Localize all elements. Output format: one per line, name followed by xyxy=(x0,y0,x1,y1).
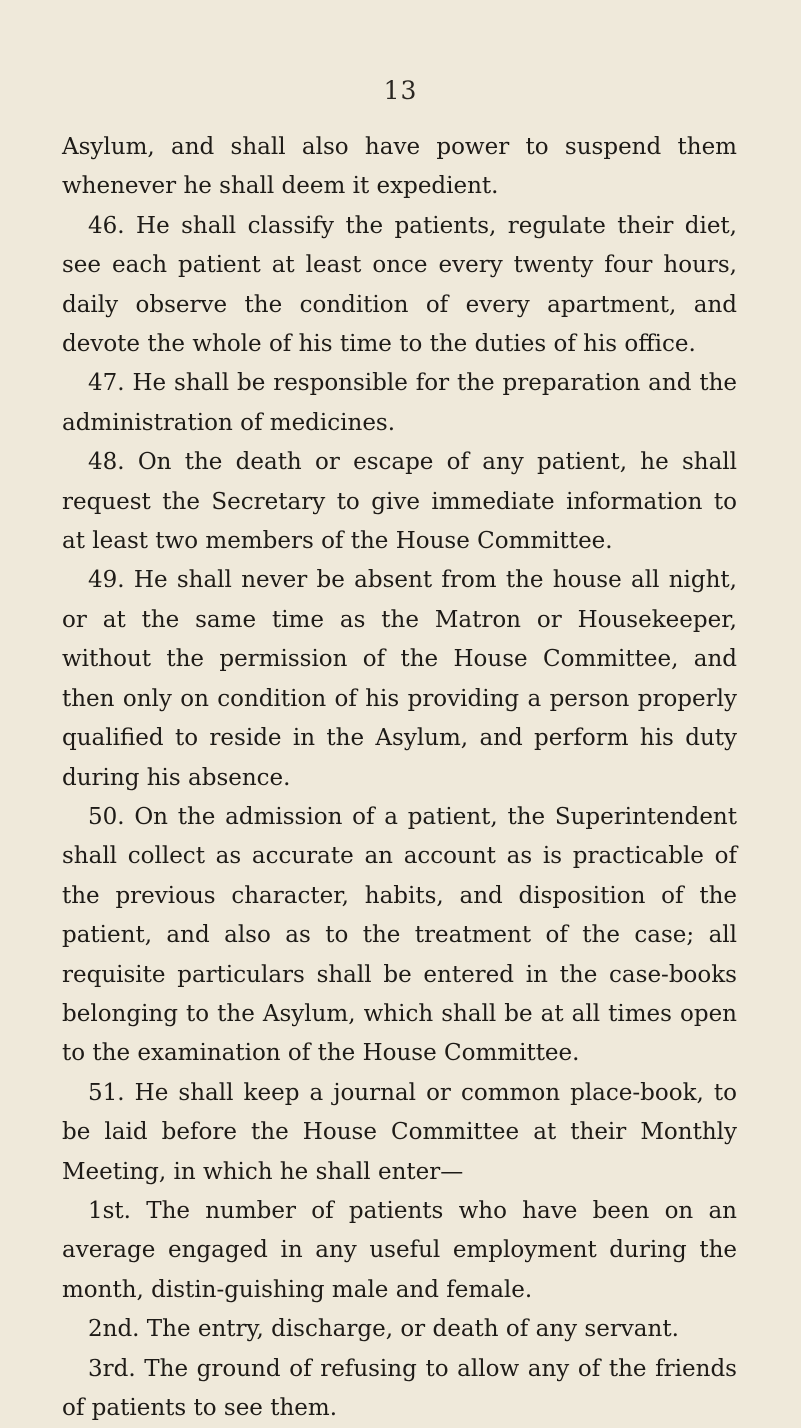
paragraph-51: 51. He shall keep a journal or common place-book, to be laid before the House Committee at their Monthly Meeting, in which he shall enter— xyxy=(62,1079,737,1185)
paragraph-continuation: Asylum, and shall also have power to suspend them whenever he shall deem it expedient. xyxy=(62,134,737,200)
page-number: 13 xyxy=(383,76,418,105)
paragraph-50: 50. On the admission of a patient, the Superintendent shall collect as accurate an account as is practicable of the previous character, habits, and disposition of the patient, and also as to the treatment of the case; all requisite particulars shall be entered in the case-books belonging to the Asylum, which shall be at all times open to the examination of the House Committee. xyxy=(62,803,737,1067)
paragraph-46: 46. He shall classify the patients, regulate their diet, see each patient at least once every twenty four hours, daily observe the condition of every apartment, and devote the whole of his time to the duties of his office. xyxy=(62,212,737,358)
paragraph-51-third: 3rd. The ground of refusing to allow any of the friends of patients to see them. xyxy=(62,1355,737,1421)
paragraph-47: 47. He shall be responsible for the preparation and the administration of medicines. xyxy=(62,370,737,436)
paragraph-49: 49. He shall never be absent from the house all night, or at the same time as the Matron or Housekeeper, without the permission of the House Committee, and then only on condition of his providing a person properly qualified to reside in the Asylum, and perform his duty during his absence. xyxy=(62,567,737,791)
paragraph-51-first: 1st. The number of patients who have been on an average engaged in any useful employment during the month, distin-guishing male and female. xyxy=(62,1197,737,1303)
page-body xyxy=(62,128,737,1428)
paragraph-51-second: 2nd. The entry, discharge, or death of any servant. xyxy=(88,1316,679,1343)
paragraph-48: 48. On the death or escape of any patient, he shall request the Secretary to give immediate information to at least two members of the House Committee. xyxy=(62,449,737,555)
